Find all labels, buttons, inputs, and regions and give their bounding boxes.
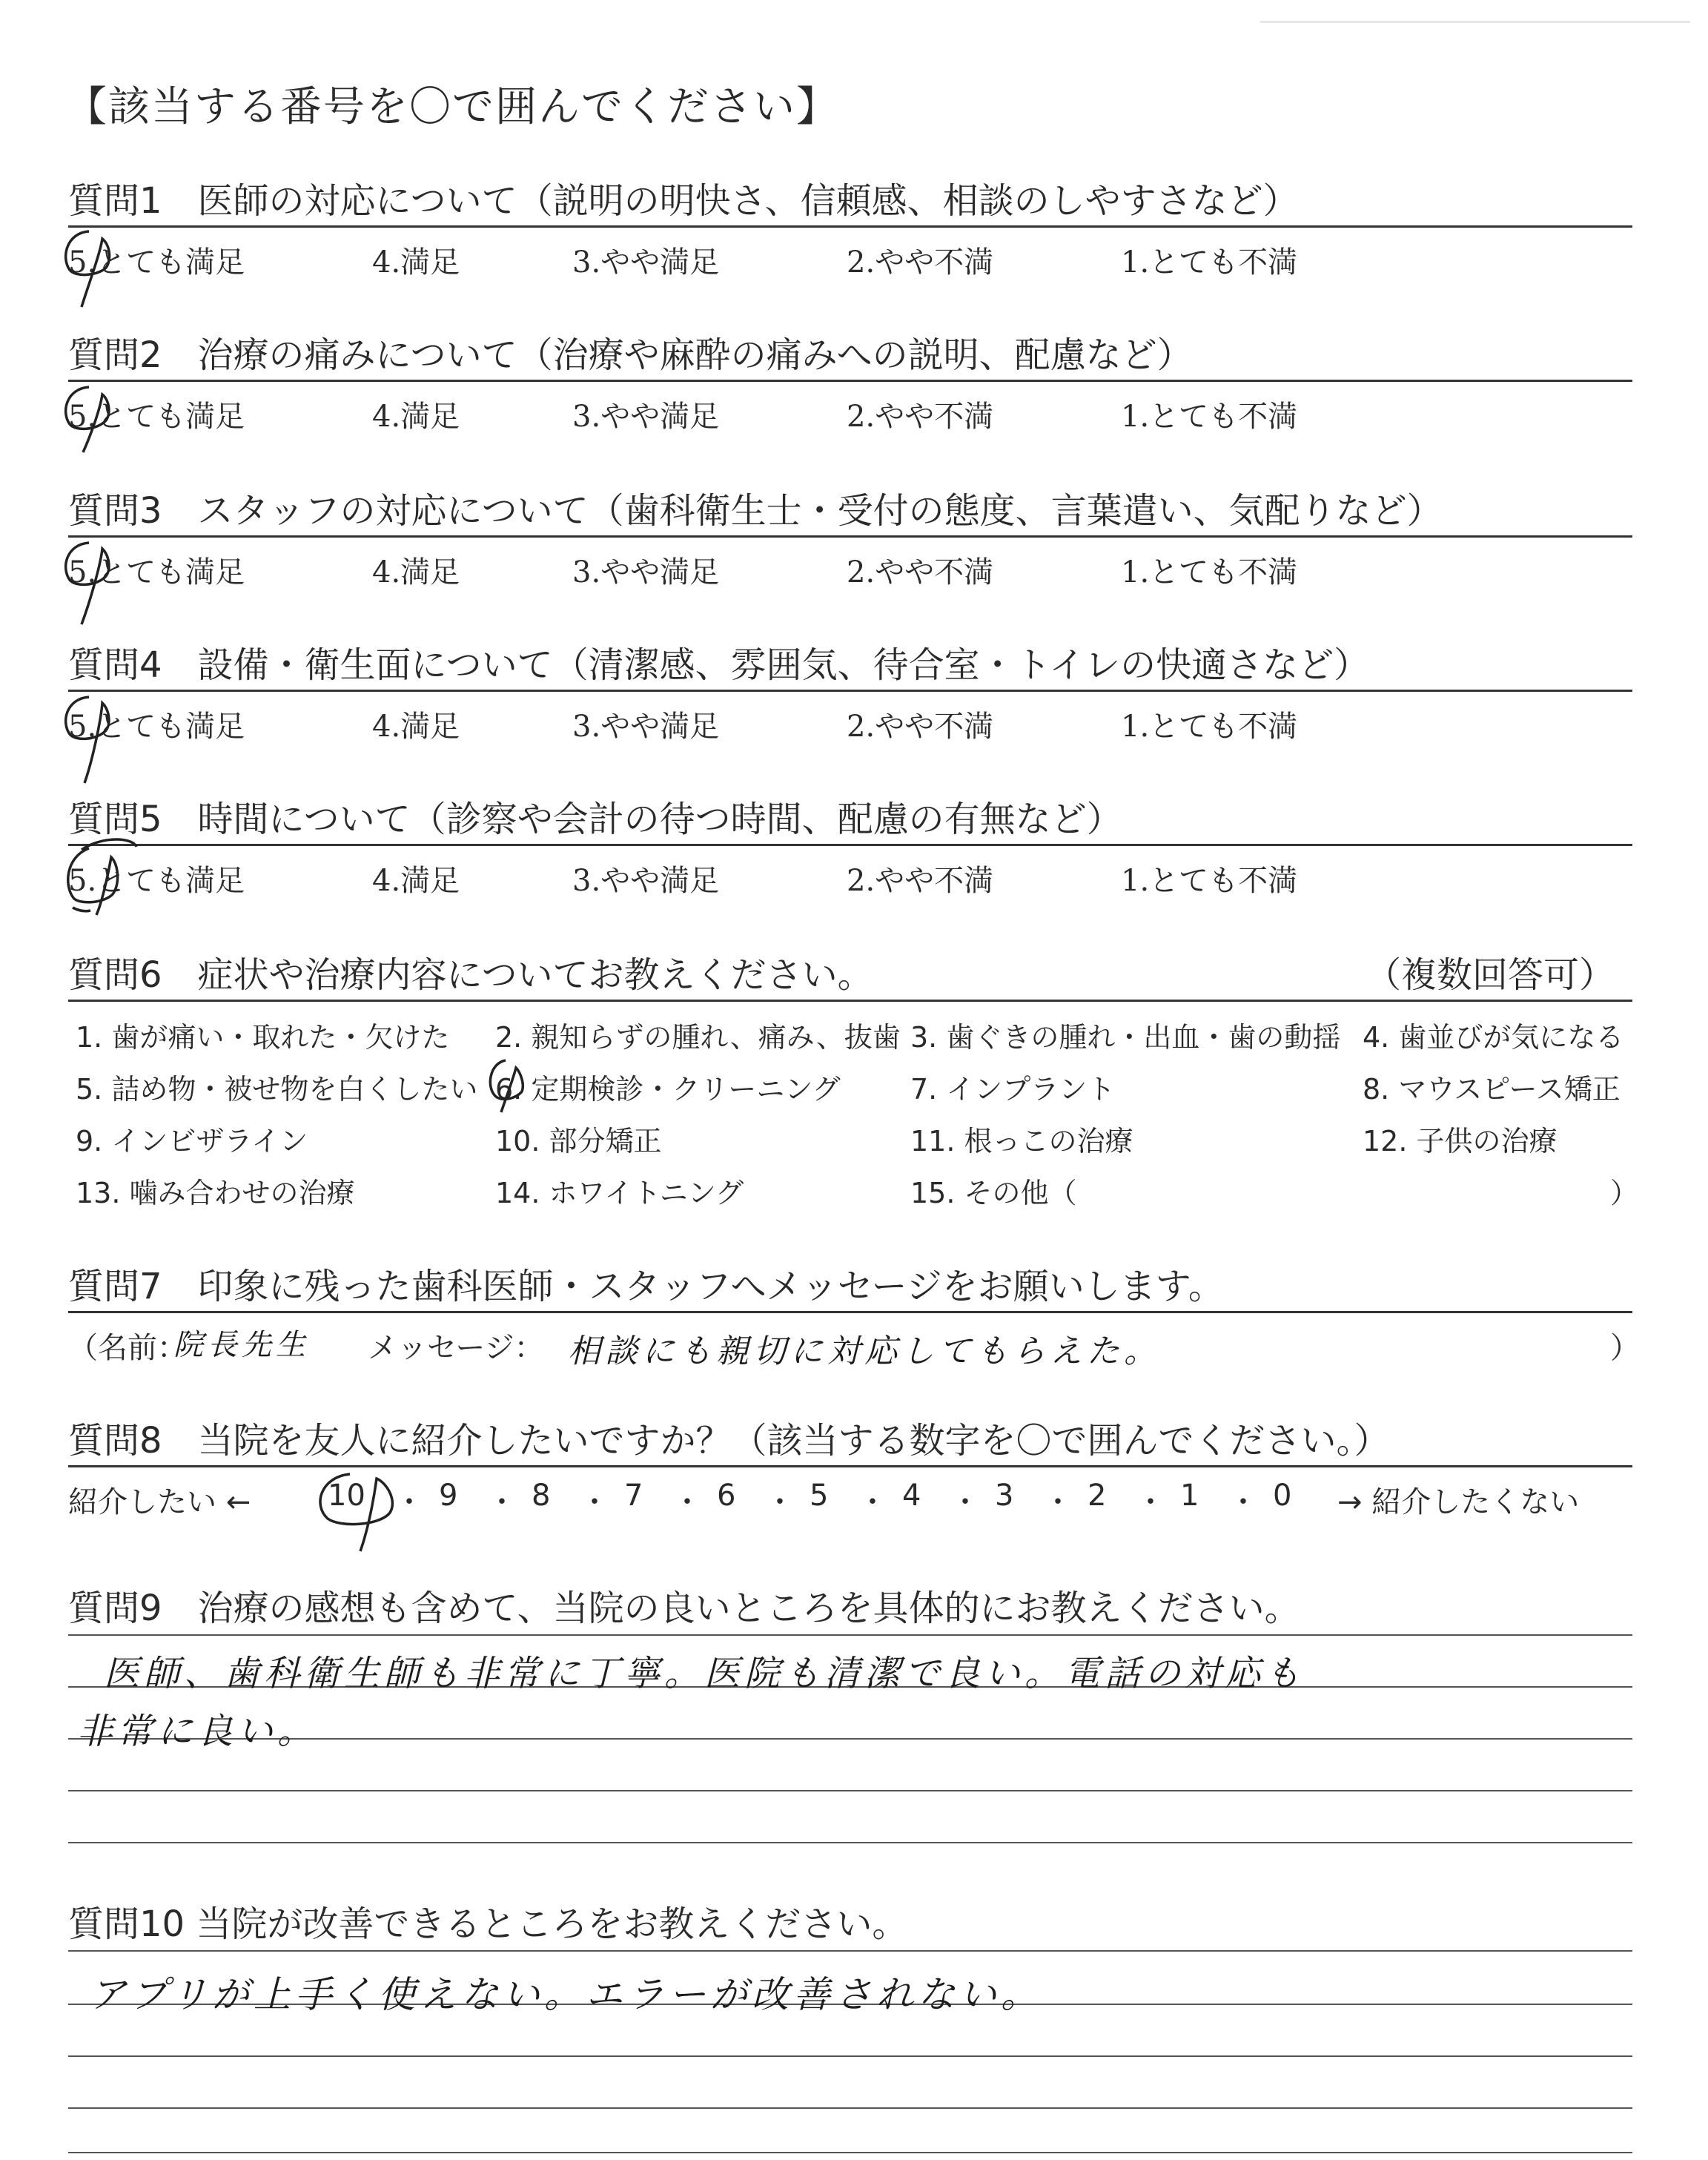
q8-value-10[interactable]: 10 xyxy=(328,1479,365,1513)
q6-option-14[interactable]: 14. ホワイトニング xyxy=(495,1177,744,1209)
q7-name-label: （名前： xyxy=(68,1331,187,1365)
question-3-rule xyxy=(68,535,1632,538)
q8-dot: ・ xyxy=(672,1485,702,1519)
q1-option-3[interactable]: 3.やや満足 xyxy=(572,245,720,280)
question-6-rule xyxy=(68,1000,1632,1002)
q3-option-5[interactable]: 5.とても満足 xyxy=(68,555,245,589)
q8-value-5[interactable]: 5 xyxy=(810,1479,829,1513)
q8-value-3[interactable]: 3 xyxy=(995,1479,1014,1513)
q9-answer-line-1[interactable]: 医師、歯科衛生師も非常に丁寧。医院も清潔で良い。電話の対応も xyxy=(104,1653,1305,1694)
q4-option-3[interactable]: 3.やや満足 xyxy=(572,710,720,744)
q9-rule-1 xyxy=(68,1634,1632,1636)
q2-option-4[interactable]: 4.満足 xyxy=(372,400,460,434)
q6-option-10[interactable]: 10. 部分矯正 xyxy=(495,1125,662,1157)
q8-value-2[interactable]: 2 xyxy=(1088,1479,1107,1513)
q8-value-4[interactable]: 4 xyxy=(902,1479,921,1513)
q3-option-4[interactable]: 4.満足 xyxy=(372,555,460,589)
q8-dot: ・ xyxy=(858,1485,887,1519)
q6-option-15-close: ） xyxy=(1610,1177,1639,1209)
q6-option-8[interactable]: 8. マウスピース矯正 xyxy=(1363,1073,1621,1106)
question-3-title: 質問3 スタッフの対応について（歯科衛生士・受付の態度、言葉遣い、気配りなど） xyxy=(68,490,1443,532)
q8-value-6[interactable]: 6 xyxy=(717,1479,736,1513)
question-1-title: 質問1 医師の対応について（説明の明快さ、信頼感、相談のしやすさなど） xyxy=(68,180,1299,222)
q8-dot: ・ xyxy=(1228,1485,1258,1519)
q10-rule-5 xyxy=(68,2152,1632,2153)
q8-dot: ・ xyxy=(1136,1485,1165,1519)
q5-option-5[interactable]: 5.とても満足 xyxy=(68,864,245,898)
question-2-title: 質問2 治療の痛みについて（治療や麻酔の痛みへの説明、配慮など） xyxy=(68,334,1193,376)
q8-right-label: → 紹介したくない xyxy=(1337,1485,1580,1519)
q8-value-7[interactable]: 7 xyxy=(624,1479,643,1513)
question-4-rule xyxy=(68,690,1632,692)
question-1-rule xyxy=(68,225,1632,228)
q6-option-6[interactable]: 6. 定期検診・クリーニング xyxy=(495,1073,841,1106)
q6-option-3[interactable]: 3. 歯ぐきの腫れ・出血・歯の動揺 xyxy=(910,1021,1341,1054)
q3-option-3[interactable]: 3.やや満足 xyxy=(572,555,720,589)
q6-option-12[interactable]: 12. 子供の治療 xyxy=(1363,1125,1558,1157)
question-8-rule xyxy=(68,1465,1632,1467)
q9-answer-line-2[interactable]: 非常に良い。 xyxy=(77,1711,318,1752)
q6-option-1[interactable]: 1. 歯が痛い・取れた・欠けた xyxy=(76,1021,450,1054)
question-2-rule xyxy=(68,380,1632,382)
q6-option-13[interactable]: 13. 噛み合わせの治療 xyxy=(76,1177,355,1209)
q2-option-1[interactable]: 1.とても不満 xyxy=(1121,400,1298,434)
q10-answer-line-1[interactable]: アプリが上手く使えない。エラーが改善されない。 xyxy=(89,1973,1042,2016)
q8-dot: ・ xyxy=(950,1485,980,1519)
scan-edge-line xyxy=(1260,21,1690,23)
q7-name-value[interactable]: 院長先生 xyxy=(173,1328,310,1362)
q1-option-5[interactable]: 5.とても満足 xyxy=(68,245,245,280)
q10-rule-3 xyxy=(68,2055,1632,2057)
q1-option-2[interactable]: 2.やや不満 xyxy=(847,245,994,280)
q8-dot: ・ xyxy=(394,1485,424,1519)
q6-option-4[interactable]: 4. 歯並びが気になる xyxy=(1363,1021,1624,1054)
q5-option-1[interactable]: 1.とても不満 xyxy=(1121,864,1298,898)
q8-value-1[interactable]: 1 xyxy=(1180,1479,1199,1513)
page-heading: 【該当する番号を〇で囲んでください】 xyxy=(65,83,839,131)
q6-option-9[interactable]: 9. インビザライン xyxy=(76,1125,308,1157)
q8-dot: ・ xyxy=(487,1485,517,1519)
q5-option-3[interactable]: 3.やや満足 xyxy=(572,864,720,898)
q7-message-value[interactable]: 相談にも親切に対応してもらえた。 xyxy=(568,1332,1161,1370)
q6-option-2[interactable]: 2. 親知らずの腫れ、痛み、抜歯 xyxy=(495,1021,901,1054)
question-5-title: 質問5 時間について（診察や会計の待つ時間、配慮の有無など） xyxy=(68,799,1122,840)
question-7-rule xyxy=(68,1311,1632,1313)
q3-option-1[interactable]: 1.とても不満 xyxy=(1121,555,1298,589)
question-6-title: 質問6 症状や治療内容についてお教えください。 xyxy=(68,954,873,996)
q8-value-8[interactable]: 8 xyxy=(532,1479,551,1513)
q6-option-5[interactable]: 5. 詰め物・被せ物を白くしたい xyxy=(76,1073,478,1106)
q8-left-label: 紹介したい ← xyxy=(68,1485,251,1519)
q9-rule-4 xyxy=(68,1790,1632,1791)
q8-dot: ・ xyxy=(1043,1485,1073,1519)
q1-option-1[interactable]: 1.とても不満 xyxy=(1121,245,1298,280)
q6-option-15[interactable]: 15. その他（ xyxy=(910,1177,1077,1209)
q3-option-2[interactable]: 2.やや不満 xyxy=(847,555,994,589)
q1-option-4[interactable]: 4.満足 xyxy=(372,245,460,280)
q4-option-4[interactable]: 4.満足 xyxy=(372,710,460,744)
question-9-title: 質問9 治療の感想も含めて、当院の良いところを具体的にお教えください。 xyxy=(68,1588,1300,1629)
q8-value-9[interactable]: 9 xyxy=(439,1479,458,1513)
q6-option-7[interactable]: 7. インプラント xyxy=(910,1073,1116,1106)
q8-dot: ・ xyxy=(765,1485,795,1519)
question-4-title: 質問4 設備・衛生面について（清潔感、雰囲気、待合室・トイレの快適さなど） xyxy=(68,644,1370,686)
q5-option-2[interactable]: 2.やや不満 xyxy=(847,864,994,898)
q8-value-0[interactable]: 0 xyxy=(1273,1479,1292,1513)
question-8-title: 質問8 当院を友人に紹介したいですか？（該当する数字を〇で囲んでください。） xyxy=(68,1420,1390,1462)
q7-message-label: メッセージ： xyxy=(368,1331,544,1365)
q9-rule-5 xyxy=(68,1842,1632,1843)
question-6-note: （複数回答可） xyxy=(1366,954,1615,996)
question-10-title: 質問10 当院が改善できるところをお教えください。 xyxy=(68,1903,908,1945)
q7-close-paren: ） xyxy=(1610,1331,1640,1365)
q10-rule-1 xyxy=(68,1950,1632,1952)
question-7-title: 質問7 印象に残った歯科医師・スタッフへメッセージをお願いします。 xyxy=(68,1266,1224,1307)
q6-option-11[interactable]: 11. 根っこの治療 xyxy=(910,1125,1133,1157)
q8-dot: ・ xyxy=(580,1485,609,1519)
q5-option-4[interactable]: 4.満足 xyxy=(372,864,460,898)
question-5-rule xyxy=(68,844,1632,846)
q2-option-5[interactable]: 5.とても満足 xyxy=(68,400,245,434)
q2-option-3[interactable]: 3.やや満足 xyxy=(572,400,720,434)
q2-option-2[interactable]: 2.やや不満 xyxy=(847,400,994,434)
q4-option-5[interactable]: 5.とても満足 xyxy=(68,710,245,744)
q4-option-2[interactable]: 2.やや不満 xyxy=(847,710,994,744)
q4-option-1[interactable]: 1.とても不満 xyxy=(1121,710,1298,744)
q10-rule-4 xyxy=(68,2107,1632,2109)
